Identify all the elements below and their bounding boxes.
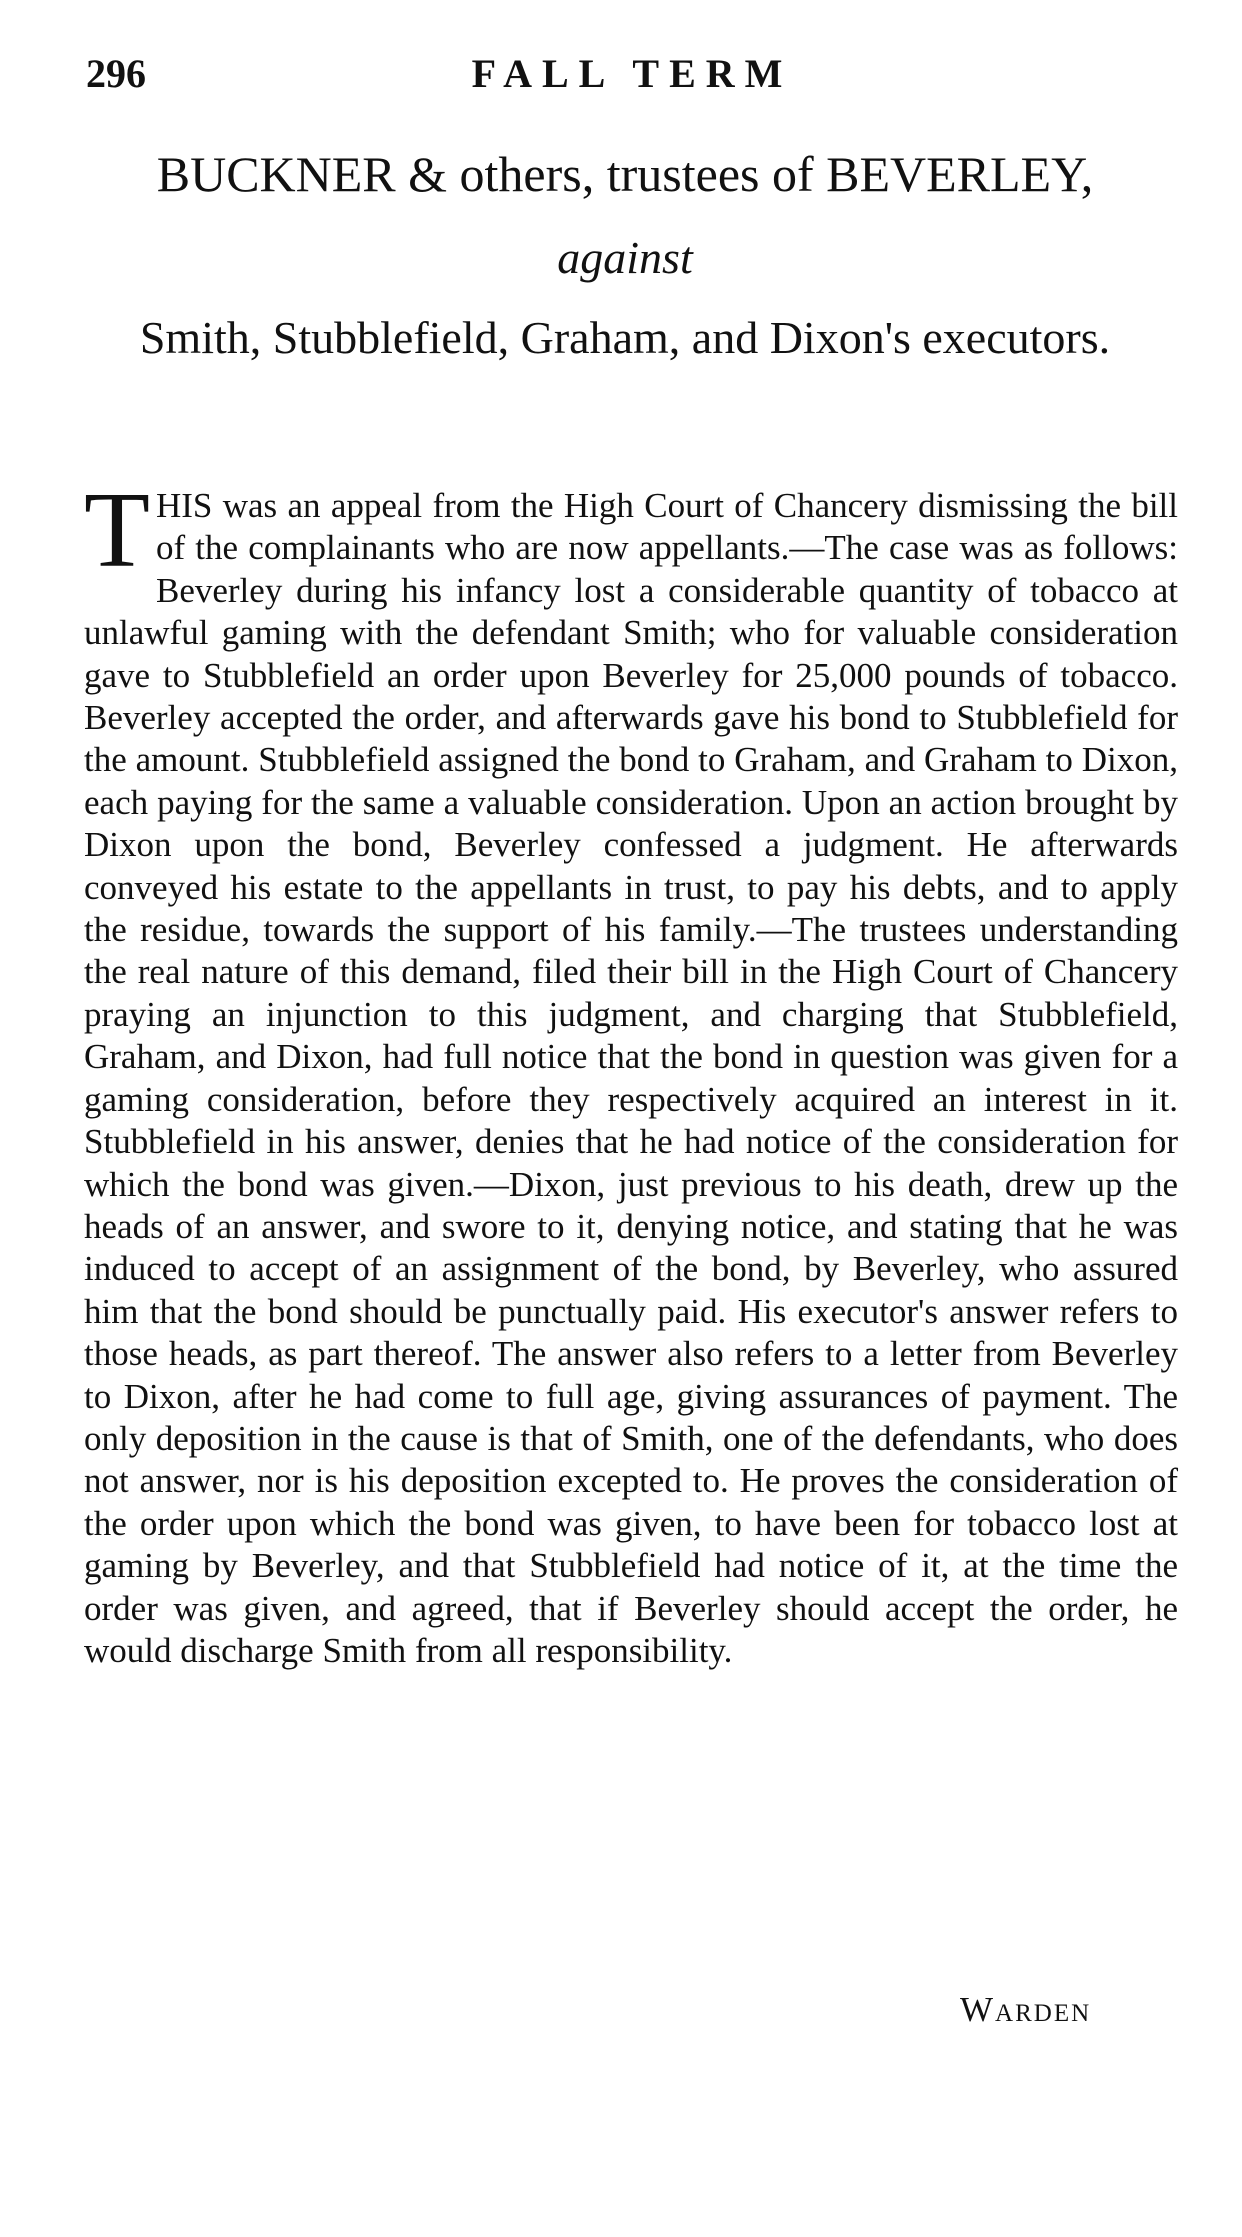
case-report-paragraph [84, 471, 1179, 1672]
against-heading: against [557, 232, 693, 283]
lead-word: HIS [155, 486, 213, 525]
plaintiffs-heading: BUCKNER & others, trustees of BEVERLEY, [156, 146, 1094, 202]
page-number: 296 [86, 51, 146, 96]
catchword: Warden [960, 1990, 1092, 2029]
drop-cap: T [84, 471, 150, 590]
running-title: FALL TERM [471, 51, 793, 96]
running-head [86, 50, 1178, 114]
paragraph-text: was an appeal from the High Court of Chancery dismissing the bill of the complainants who are now appellants.—The case was as follows: Beverley during his infancy lost a considerable quantity of tobacco at unlawful gaming with the defendant Smith; who for valuable consideration gave to Stubblefield an order upon Beverley for 25,000 pounds of tobacco. Beverley accepted the order, and afterwards gave his bond to Stubblefield for the amount. Stubblefield assigned the bond to Graham, and Graham to Dixon, each paying for the same a valuable consideration. Upon an action brought by Dixon upon the bond, Beverley confessed a judgment. He afterwards conveyed his estate to the appellants in trust, to pay his debts, and to apply the residue, towards the support of his family.—The trustees understanding the real nature of this demand, filed their bill in the High Court of Chancery praying an injunction to this judgment, and charging that Stubblefield, Graham, and Dixon, had full notice that the bond in question was given for a gaming consideration, before they respectively acquired an interest in it. Stubblefield in his answer, denies that he had notice of the consideration for which the bond was given.—Dixon, just previous to his death, drew up the heads of an answer, and swore to it, denying notice, and stating that he was induced to accept of an assignment of the bond, by Beverley, who assured him that the bond should be punctually paid. His executor's answer refers to those heads, as part thereof. The answer also refers to a letter from Beverley to Dixon, after he had come to full age, giving assurances of payment. The only deposition in the cause is that of Smith, one of the defendants, who does not answer, nor is his deposition excepted to. He proves the consideration of the order upon which the bond was given, to have been for tobacco lost at gaming by Beverley, and that Stubblefield had notice of it, at the time the order was given, and agreed, that if Beverley should accept the order, he would discharge Smith from all responsibility. [84, 486, 1179, 1670]
defendants-heading: Smith, Stubblefield, Graham, and Dixon's executors. [139, 312, 1111, 363]
case-title [70, 142, 1180, 374]
